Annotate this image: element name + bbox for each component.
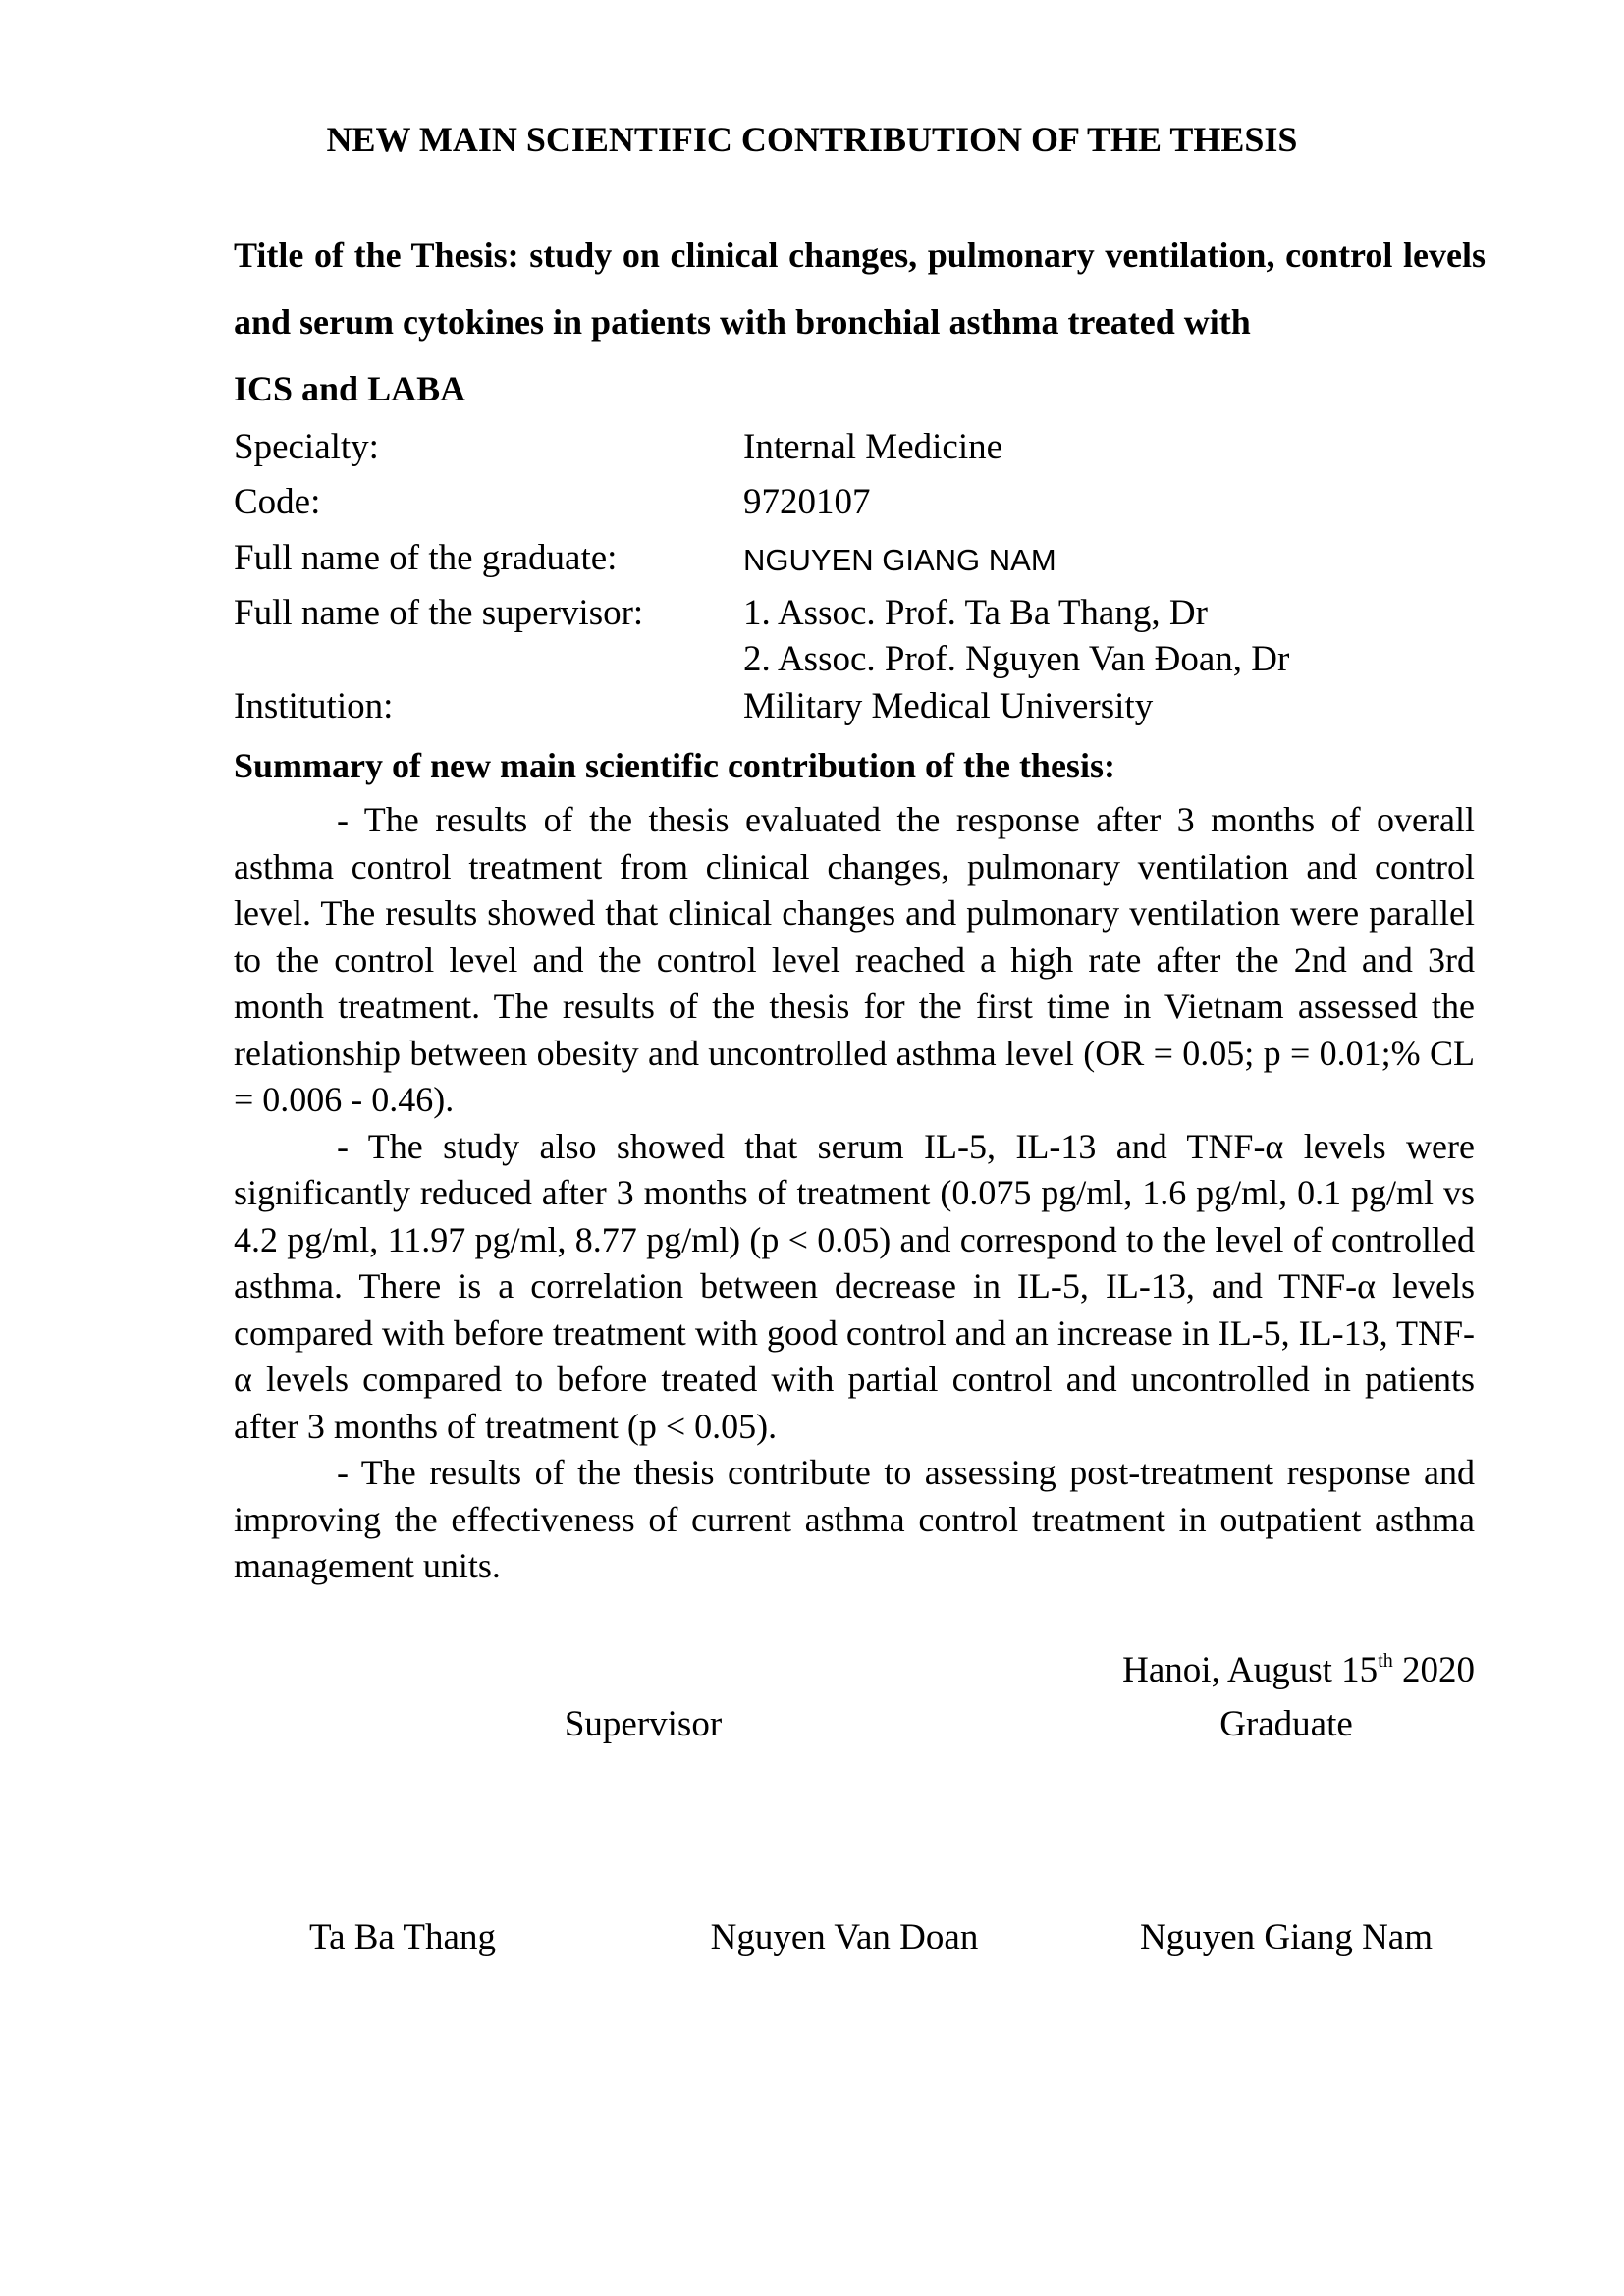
summary-body: [234, 797, 1475, 1590]
place-date: [1122, 1647, 1475, 1694]
thesis-title-line-2: levels and serum cytokines in patients with bronchial asthma treated with: [234, 236, 1487, 342]
code-label: Code:: [234, 482, 321, 522]
date-prefix: Hanoi, August 15: [1122, 1650, 1379, 1690]
summary-paragraph-1: - The results of the thesis evaluated the response after 3 months of overall asthma control treatment from clinical changes, pulmonary ventilation and control level. The results showed that clinical changes and pulmonary ventilation were parallel to the control level and the control level reached a high rate after the 2nd and 3rd month treatment. The results of the thesis for the first time in Vietnam assessed the relationship between obesity and uncontrolled asthma level (OR = 0.05; p = 0.01;% CL = 0.006 - 0.46).: [234, 800, 1475, 1119]
thesis-title-line-1: Title of the Thesis: study on clinical changes, pulmonary ventilation, control: [234, 236, 1393, 275]
supervisor-label: Full name of the supervisor:: [234, 593, 644, 633]
document-heading: NEW MAIN SCIENTIFIC CONTRIBUTION OF THE THESIS: [326, 120, 1298, 159]
graduate-label: Full name of the graduate:: [234, 538, 618, 578]
thesis-title: [234, 222, 1486, 422]
supervisor-value-2: 2. Assoc. Prof. Nguyen Van Đoan, Dr: [743, 639, 1290, 679]
date-year: 2020: [1392, 1650, 1475, 1690]
specialty-value: Internal Medicine: [743, 427, 1003, 467]
supervisor-role-label: Supervisor: [564, 1704, 723, 1744]
supervisor-value-1: 1. Assoc. Prof. Ta Ba Thang, Dr: [743, 593, 1208, 633]
graduate-role-label: Graduate: [1219, 1704, 1353, 1744]
signatory-name-1: Ta Ba Thang: [309, 1917, 496, 1957]
summary-paragraph-3: - The results of the thesis contribute to assessing post-treatment response and improving the effectiveness of current asthma control treatment in outpatient asthma management units.: [234, 1453, 1475, 1585]
date-suffix: th: [1378, 1650, 1393, 1672]
code-value: 9720107: [743, 482, 871, 522]
institution-value: Military Medical University: [743, 686, 1154, 726]
institution-label: Institution:: [234, 686, 394, 726]
summary-heading: Summary of new main scientific contribution of the thesis:: [234, 746, 1115, 785]
graduate-value: NGUYEN GIANG NAM: [743, 543, 1056, 577]
signatory-name-2: Nguyen Van Doan: [710, 1917, 979, 1957]
specialty-label: Specialty:: [234, 427, 379, 467]
signatory-name-3: Nguyen Giang Nam: [1140, 1917, 1433, 1957]
thesis-title-line-3: ICS and LABA: [234, 369, 466, 408]
summary-paragraph-2: - The study also showed that serum IL-5, IL-13 and TNF-α levels were significantly reduced after 3 months of treatment (0.075 pg/ml, 1.6 pg/ml, 0.1 pg/ml vs 4.2 pg/ml, 11.97 pg/ml, 8.77 pg/ml) (p < 0.05) and correspond to the level of controlled asthma. There is a correlation between decrease in IL-5, IL-13, and TNF-α levels compared with before treatment with good control and an increase in IL-5, IL-13, TNF-α levels compared to before treated with partial control and uncontrolled in patients after 3 months of treatment (p < 0.05).: [234, 1126, 1475, 1446]
